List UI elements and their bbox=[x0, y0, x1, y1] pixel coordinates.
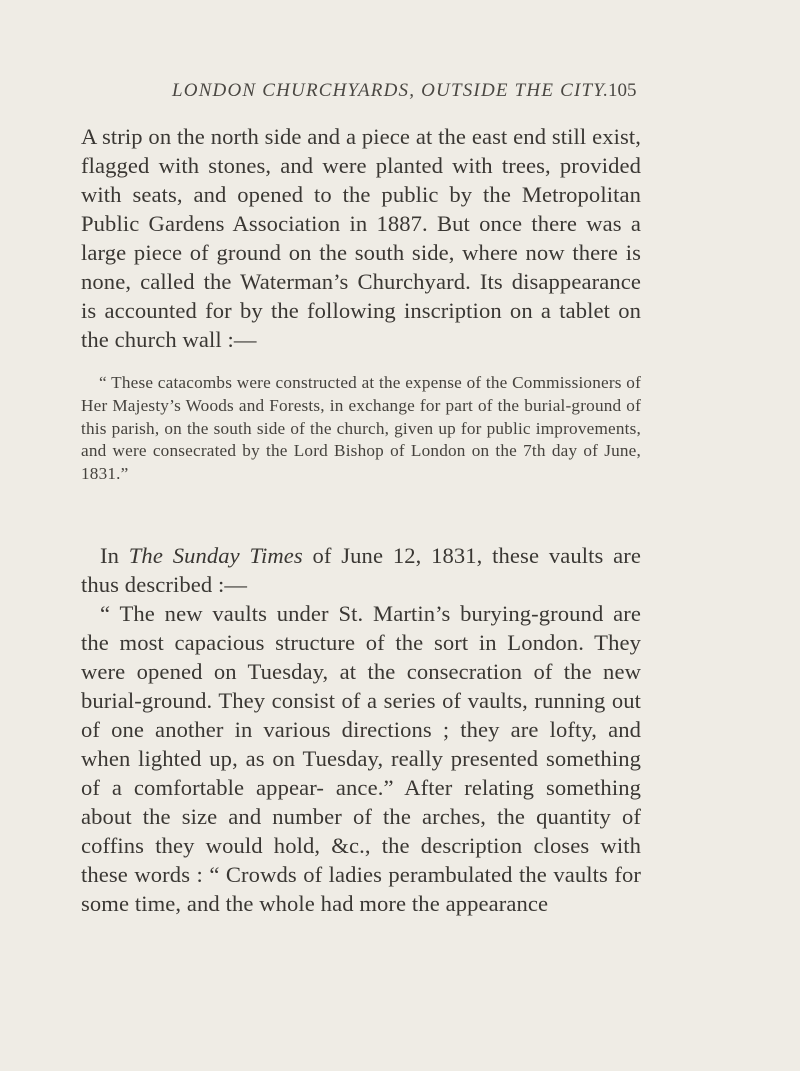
page-number: 105 bbox=[608, 80, 637, 101]
paragraph-churchyard: A strip on the north side and a piece at the east end still exist, flagged with stones, and were planted with trees, provided with seats, and opened to the public by the Metropolitan Public Gardens Association in 1887. But once there was a large piece of ground on the south side, where now there is none, called the Waterman’s Churchyard. Its disappearance is accounted for by the following inscription on a tablet on the church wall :— bbox=[81, 124, 641, 352]
newspaper-title: The Sunday Times bbox=[128, 543, 303, 568]
tablet-inscription-quote: “ These catacombs were constructed at the expense of the Commissioners of Her Majesty’s Woods and Forests, in exchange for part of the burial-ground of this parish, on the south side of the church, given up for public improvements, and were consecrated by the Lord Bishop of London on the 7th day of June, 1831.” bbox=[81, 373, 641, 484]
newspaper-quote: “ The new vaults under St. Martin’s burying-ground are the most capacious structure of the sort in London. They were opened on Tuesday, at the consecration of the new burial-ground. They consist of a series of vaults, running out of one another in various directions ; they are lofty, and when lighted up, as on Tuesday, really presented something of a comfortable appear- ance.” After relating something about the size and number of the arches, the quantity of coffins they would hold, &c., the description closes with these words : “ Crowds of ladies perambulated the vaults for some time, and the whole had more the appearance bbox=[81, 601, 641, 916]
paragraph-sunday-times bbox=[81, 541, 641, 918]
intro-text: In bbox=[100, 543, 129, 568]
intro-rest: of June 12, 1831, these vaults are thus described :— bbox=[81, 543, 641, 597]
running-title: LONDON CHURCHYARDS, OUTSIDE THE CITY. bbox=[172, 80, 610, 101]
sunday-times-intro-line bbox=[81, 541, 641, 599]
